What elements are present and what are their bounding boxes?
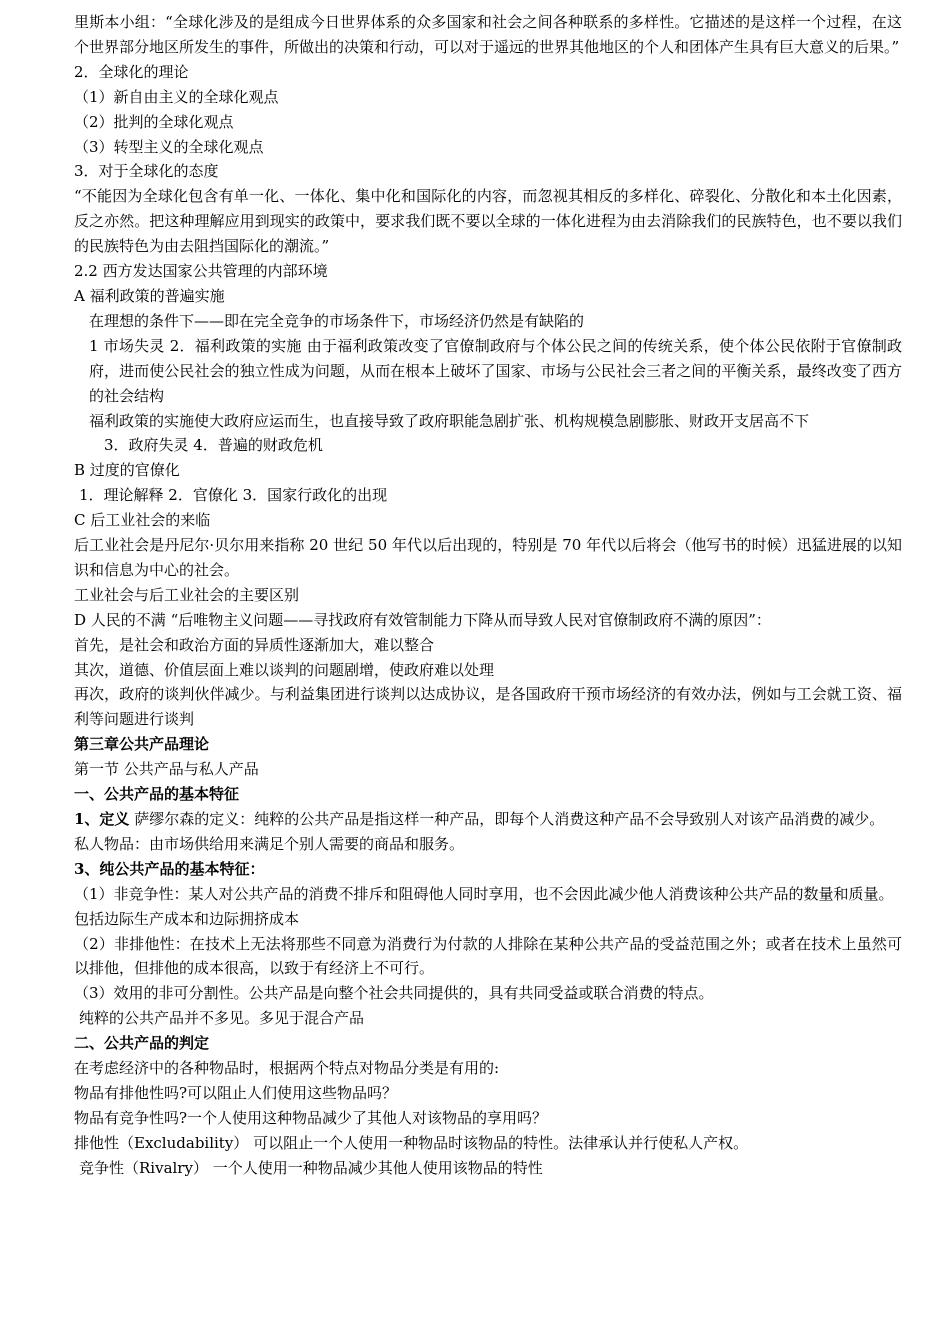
- list-item-critical: （2）批判的全球化观点: [74, 112, 234, 131]
- paragraph-indivisibility: （3）效用的非可分割性。公共产品是向整个社会共同提供的，具有共同受益或联合消费的特点。: [74, 984, 714, 1003]
- paragraph-first: 首先，是社会和政治方面的异质性逐渐加大，难以整合: [74, 635, 435, 654]
- list-item-transformational: （3）转型主义的全球化观点: [74, 137, 264, 156]
- paragraph-non-excludability: （2）非排他性：在技术上无法将那些不同意为消费行为付款的人排除在某种公共产品的受益范围之外；或者在技术上虽然可以排他，但排他的成本很高，以致于有经济上不可行。: [74, 934, 902, 978]
- paragraph-difference: 工业社会与后工业社会的主要区别: [74, 585, 300, 604]
- definition-label: 1、定义: [74, 810, 130, 828]
- definition-text: 萨缪尔森的定义：纯粹的公共产品是指这样一种产品，即每个人消费这种产品不会导致别人对该产品消费的减少。: [129, 810, 885, 828]
- section-title: 第一节 公共产品与私人产品: [74, 760, 259, 779]
- definition-rivalry: 竞争性（Rivalry） 一个人使用一种物品减少其他人使用该物品的特性: [79, 1158, 543, 1177]
- paragraph-market-defect: 在理想的条件下——即在完全竞争的市场条件下，市场经济仍然是有缺陷的: [89, 311, 585, 330]
- paragraph-big-government: 福利政策的实施使大政府应运而生，也直接导致了政府职能急剧扩张、机构规模急剧膨胀、财政开支居高不下: [89, 411, 810, 430]
- section-heading-2-2: 2.2 西方发达国家公共管理的内部环境: [74, 262, 328, 281]
- chapter-title: 第三章公共产品理论: [74, 735, 210, 754]
- list-item-neoliberal: （1）新自由主义的全球化观点: [74, 87, 279, 106]
- definition-excludability: 排他性（Excludability） 可以阻止一个人使用一种物品时该物品的特性。法律承认并行使私人产权。: [74, 1133, 749, 1152]
- heading-attitude: 3．对于全球化的态度: [74, 162, 219, 181]
- paragraph-quote: “不能因为全球化包含有单一化、一体化、集中化和国际化的内容，而忽视其相反的多样化、碎裂化、分散化和本土化因素，反之亦然。把这种理解应用到现实的政策中，要求我们既不要以全球的一体化进程为由去消除我们的民族特色，也不要以我们的民族特色为由去阻挡国际化的潮流。”: [74, 187, 902, 256]
- paragraph-private-goods: 私人物品：由市场供给用来满足个别人需要的商品和服务。: [74, 834, 465, 853]
- paragraph-definition: [74, 807, 902, 832]
- subheading-a: A 福利政策的普遍实施: [74, 286, 225, 305]
- question-excludable: 物品有排他性吗?可以阻止人们使用这些物品吗？: [74, 1083, 398, 1102]
- paragraph-mixed-goods: 纯粹的公共产品并不多见。多见于混合产品: [79, 1009, 365, 1028]
- paragraph-bureaucratization: 1．理论解释 2．官僚化 3．国家行政化的出现: [79, 486, 388, 505]
- paragraph-non-rivalry: （1）非竞争性：某人对公共产品的消费不排斥和阻碍他人同时享用，也不会因此减少他人消费该种公共产品的数量和质量。: [74, 884, 894, 903]
- paragraph-classification: 在考虑经济中的各种物品时，根据两个特点对物品分类是有用的:: [74, 1059, 500, 1078]
- question-rival: 物品有竞争性吗?一个人使用这种物品减少了其他人对该物品的享用吗？: [74, 1108, 548, 1127]
- paragraph-third: 再次，政府的谈判伙伴减少。与利益集团进行谈判以达成协议，是各国政府干预市场经济的有效办法，例如与工会就工资、福利等问题进行谈判: [74, 685, 902, 729]
- paragraph-post-industrial: 后工业社会是丹尼尔·贝尔用来指称 20 世纪 50 年代以后出现的，特别是 70 年代以后将会（他写书的时候）迅猛进展的以知识和信息为中心的社会。: [74, 536, 902, 579]
- paragraph-marginal-cost: 包括边际生产成本和边际拥挤成本: [74, 909, 300, 928]
- subheading-b: B 过度的官僚化: [74, 461, 180, 480]
- subheading-d: D 人民的不满 “后唯物主义问题——寻找政府有效管制能力下降从而导致人民对官僚制政府不满的原因”：: [74, 610, 771, 629]
- heading-globalization-theory: 2．全球化的理论: [74, 62, 189, 81]
- paragraph-second: 其次，道德、价值层面上难以谈判的问题剧增，使政府难以处理: [74, 660, 495, 679]
- subheading-c: C 后工业社会的来临: [74, 511, 211, 530]
- heading-judgement: 二、公共产品的判定: [74, 1034, 210, 1053]
- paragraph-lisbon-group: 里斯本小组：“全球化涉及的是组成今日世界体系的众多国家和社会之间各种联系的多样性。它描述的是这样一个过程，在这个世界部分地区所发生的事件，所做出的决策和行动，可以对于遥远的世界其他地区的个人和团体产生具有巨大意义的后果。”: [74, 13, 902, 56]
- paragraph-government-failure: 3．政府失灵 4．普遍的财政危机: [104, 436, 323, 455]
- paragraph-welfare-policy: 1 市场失灵 2．福利政策的实施 由于福利政策改变了官僚制政府与个体公民之间的传统关系，使个体公民依附于官僚制政府，进而使公民社会的独立性成为问题，从而在根本上破坏了国家、市场与公民社会三者之间的平衡关系，最终改变了西方的社会结构: [89, 336, 902, 405]
- heading-pure-public-goods: 3、纯公共产品的基本特征：: [74, 859, 265, 878]
- heading-basic-features: 一、公共产品的基本特征: [74, 785, 240, 804]
